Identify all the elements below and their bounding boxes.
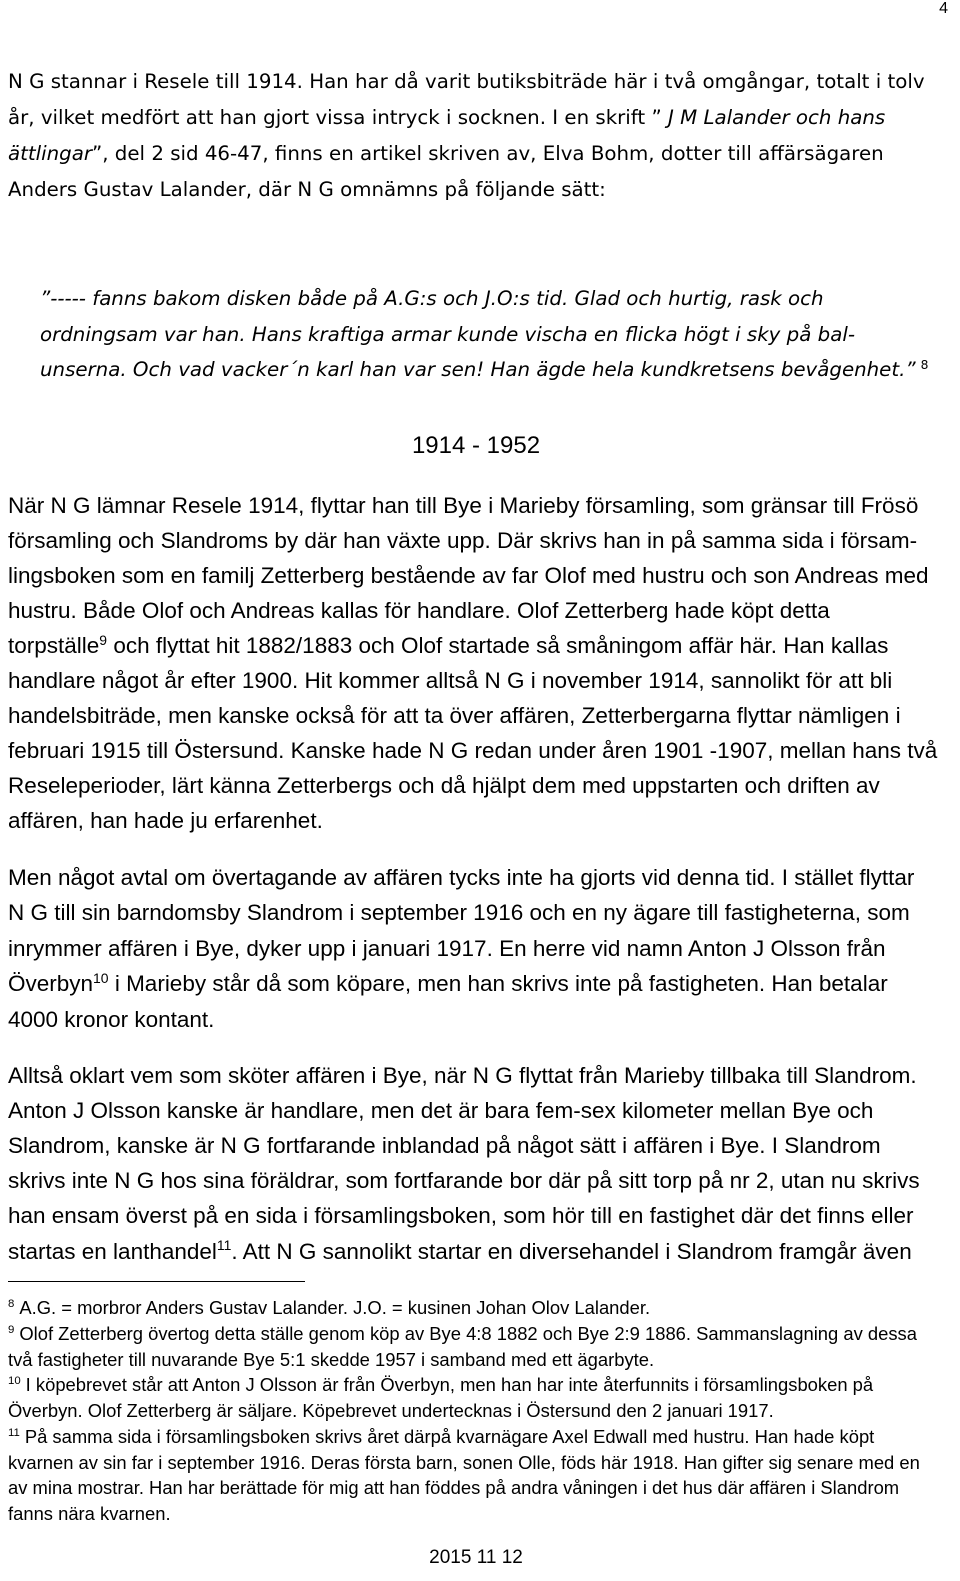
text-line: februari 1915 till Östersund. Kanske hade N G redan under åren 1901 -1907, mellan hans två: [8, 738, 938, 764]
footnote-text: Överbyn. Olof Zetterberg är säljare. Köpebrevet undertecknas i Östersund den 2 januari 1917.: [8, 1400, 774, 1421]
footnote-text: kvarnen av sin far i september 1916. Deras första barn, sonen Olle, föds här 1918. Han gifter sig senare med en: [8, 1451, 920, 1473]
footnote-number: 8: [8, 1298, 15, 1311]
footnote-line: [8, 1475, 952, 1501]
footnote-text: två fastigheter till nuvarande Bye 5:1 skedde 1957 i samband med ett ägarbyte.: [8, 1348, 655, 1370]
text-run: startas en lanthandel: [8, 1238, 217, 1264]
footnote-line: [8, 1295, 952, 1321]
text-line: handelsbiträde, men kanske också för att ta över affären, Zetterbergarna flyttar nämligen i: [8, 703, 901, 729]
footnote-text: fanns nära kvarnen.: [8, 1503, 171, 1524]
text-line: Men något avtal om övertagande av affären tycks inte ha gjorts vid denna tid. I stället flyttar: [8, 864, 915, 890]
footnote: [8, 1372, 952, 1424]
intro-paragraph: [8, 64, 952, 208]
page-footer-date: 2015 11 12: [429, 1547, 523, 1568]
footnote-line: [8, 1321, 952, 1347]
footnote-text: av mina mostrar. Han har berättade för mig att han föddes på andra våningen i det hus där affären i Slandrom: [8, 1477, 900, 1499]
footnote: [8, 1321, 952, 1373]
text-line: N G till sin barndomsby Slandrom i september 1916 och en ny ägare till fastigheterna, som: [8, 900, 910, 925]
quote-block: [40, 281, 952, 388]
text-line: ordningsam var han. Hans kraftiga armar kunde vischa en flicka högt i sky på bal-: [40, 322, 855, 346]
footnote-ref: 10: [93, 969, 109, 986]
text-line: [8, 136, 952, 172]
page-number: 4: [939, 0, 948, 17]
footnote-ref: 11: [216, 1237, 232, 1254]
text-run: i Marieby står då som köpare, men han skrivs inte på fastigheten. Han betalar: [108, 971, 888, 996]
text-line: 4000 kronor kontant.: [8, 1006, 215, 1032]
text-run: Överbyn: [8, 971, 94, 996]
text-line: ”----- fanns bakom disken både på A.G:s och J.O:s tid. Glad och hurtig, rask och: [40, 287, 824, 310]
body-paragraph: [8, 860, 952, 1038]
footnote-text: Olof Zetterberg övertog detta ställe genom köp av Bye 4:8 1882 och Bye 2:9 1886. Sammanslagning av dessa: [19, 1322, 917, 1344]
text-line: [8, 966, 952, 1002]
footnote-text: A.G. = morbror Anders Gustav Lalander. J.O. = kusinen Johan Olov Lalander.: [19, 1297, 651, 1318]
text-line: Anders Gustav Lalander, där N G omnämns på följande sätt:: [8, 178, 606, 201]
footnote-line: [8, 1398, 952, 1424]
footnote-text: I köpebrevet står att Anton J Olsson är från Överbyn, men han har inte återfunnits i församlingsboken på: [25, 1374, 874, 1396]
footnote-separator: [8, 1281, 305, 1282]
text-line: [8, 1234, 952, 1269]
text-line: [8, 100, 952, 136]
text-line: affären, han hade ju erfarenhet.: [8, 808, 323, 834]
footnote-ref: 8: [920, 357, 929, 372]
footnote: [8, 1424, 952, 1527]
text-line: skrivs inte N G hos sina föräldrar, som fortfarande bor där på sitt torp på nr 2, utan nu skrivs: [8, 1168, 920, 1194]
text-line: Slandrom, kanske är N G fortfarande inblandad på något sätt i affären i Bye. I Slandrom: [8, 1132, 881, 1158]
text-line: handlare något år efter 1900. Hit kommer alltså N G i november 1914, sannolikt för att bli: [8, 667, 893, 693]
text-run: och flyttat hit 1882/1883 och Olof startade så småningom affär här. Han kallas: [107, 632, 889, 658]
text-run: ”, del 2 sid 46-47, finns en artikel skriven av, Elva Bohm, dotter till affärsägaren: [91, 142, 884, 165]
text-run: år, vilket medfört att han gjort vissa intryck i socknen. I en skrift ”: [8, 106, 668, 129]
footnote-number: 10: [8, 1375, 21, 1388]
footnote-line: [8, 1424, 952, 1450]
section-heading: 1914 - 1952: [411, 432, 541, 459]
footnote-number: 9: [8, 1323, 15, 1336]
footnotes: [8, 1295, 952, 1527]
text-line: hustru. Både Olof och Andreas kallas för handlare. Olof Zetterberg hade köpt detta: [8, 597, 830, 623]
text-run: unserna. Och vad vacker´n karl han var sen! Han ägde hela kundkretsens bevågenhet.”: [40, 358, 916, 381]
footnote-line: [8, 1372, 952, 1398]
text-line: N G stannar i Resele till 1914. Han har då varit butiksbiträde här i två omgångar, totalt i tolv: [8, 70, 925, 93]
body-paragraph: [8, 1058, 952, 1269]
text-line: han ensam överst på en sida i församlingsboken, som hör till en fastighet där det finns eller: [8, 1203, 914, 1229]
text-line: [8, 628, 952, 663]
text-line: Reseleperioder, lärt känna Zetterbergs och då hjälpt dem med uppstarten och driften av: [8, 773, 880, 799]
text-line: församling och Slandroms by där han växte upp. Där skrivs han in på samma sida i försam-: [8, 527, 918, 553]
text-run: . Att N G sannolikt startar en diversehandel i Slandrom framgår även: [231, 1238, 912, 1264]
footnote-line: [8, 1501, 952, 1527]
text-line: Alltså oklart vem som sköter affären i Bye, när N G flyttat från Marieby tillbaka till Slandrom.: [8, 1062, 917, 1088]
footnote-line: [8, 1347, 952, 1373]
footnote: [8, 1295, 952, 1321]
footnote-line: [8, 1450, 952, 1476]
text-line: lingsboken som en familj Zetterberg bestående av far Olof med hustru och son Andreas med: [8, 562, 929, 588]
text-run: torpställe: [8, 632, 100, 658]
italic-text: J M Lalander och hans: [668, 106, 886, 129]
footnote-number: 11: [8, 1426, 20, 1439]
italic-text: ättlingar: [8, 142, 92, 165]
footnote-text: På samma sida i församlingsboken skrivs året därpå kvarnägare Axel Edwall med hustru. Han hade köpt: [24, 1425, 875, 1447]
text-line: Anton J Olsson kanske är handlare, men det är bara fem-sex kilometer mellan Bye och: [8, 1097, 874, 1123]
body-paragraph: [8, 488, 952, 839]
text-line: inrymmer affären i Bye, dyker upp i januari 1917. En herre vid namn Anton J Olsson från: [8, 935, 886, 961]
footnote-ref: 9: [99, 631, 108, 648]
text-line: [40, 352, 952, 388]
text-line: När N G lämnar Resele 1914, flyttar han till Bye i Marieby församling, som gränsar till Frösö: [8, 492, 919, 518]
